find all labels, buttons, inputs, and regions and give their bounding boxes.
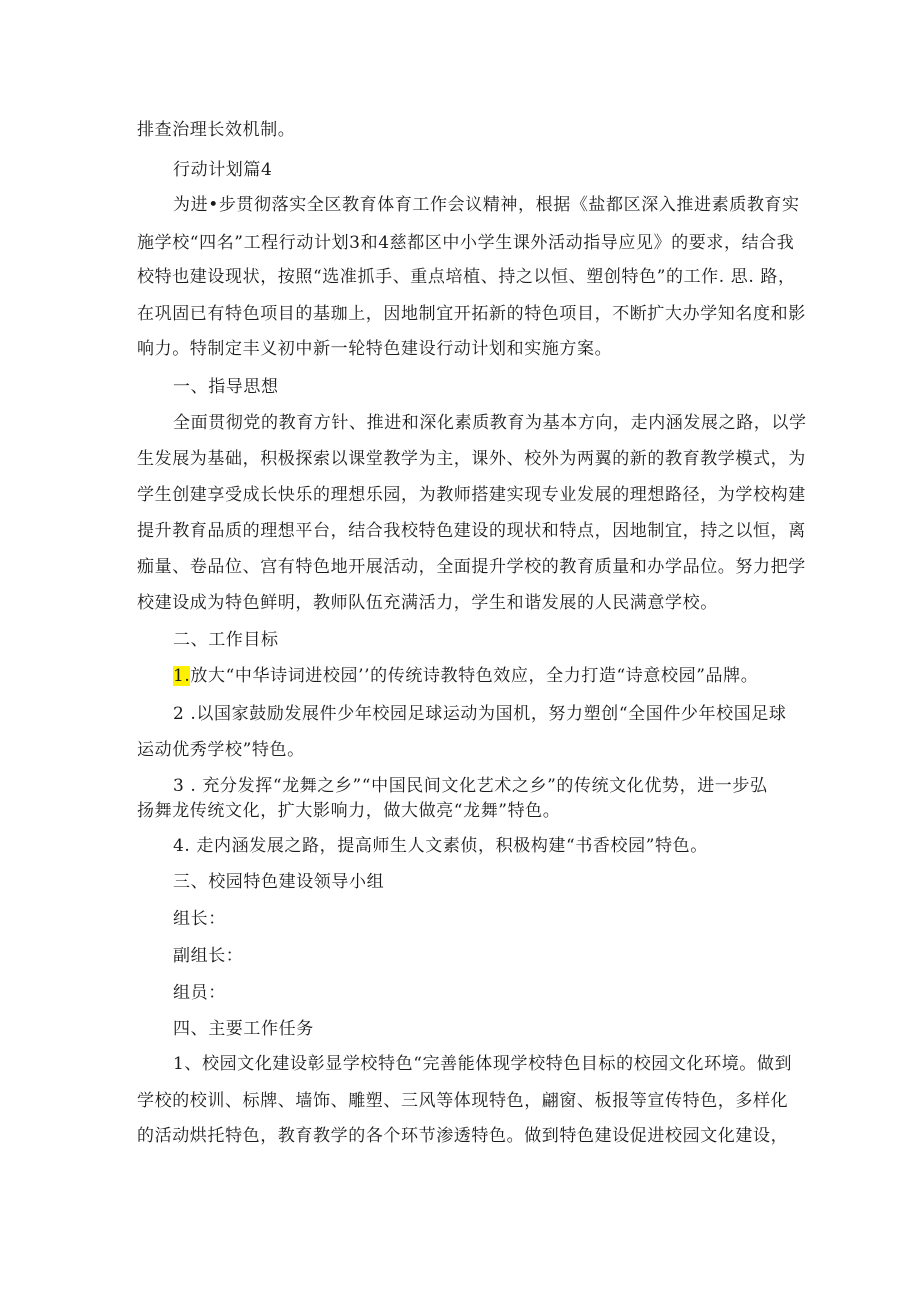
deputy-leader-label: 副组长： (173, 946, 244, 966)
goal-item-1 (173, 665, 758, 687)
text-line: 1、校园文化建设彰显学校特色“完善能体现学校特色目标的校园文化环境。做到 (173, 1054, 793, 1074)
text-line: 在巩固已有特色项目的基珈上，因地制宜开拓新的特色项目，不断扩大办学知名度和影 (137, 304, 806, 324)
text-line: 运动优秀学校”特色。 (137, 740, 305, 760)
text-line: 3 . 充分发挥“龙舞之乡”“中国民间文化艺术之乡”的传统文化优势，进一步弘 (173, 776, 768, 796)
text-line: 响力。特制定丰义初中新一轮特色建设行动计划和实施方案。 (137, 339, 613, 359)
highlighted-number: 1. (173, 666, 191, 686)
text-line: 生发展为基础，积极探索以课堂教学为主，课外、校外为两翼的新的教育教学模式，为 (137, 449, 806, 469)
text-line: 施学校“四名”工程行动计划3和4慈都区中小学生课外活动指导应见》的要求，结合我 (137, 233, 795, 253)
text-line: 提升教育品质的理想平台，结合我校特色建设的现状和特点，因地制宜，持之以恒，离 (137, 521, 806, 541)
section-title: 行动计划篇4 (173, 160, 273, 180)
text-line: 扬舞龙传统文化，扩大影响力，做大做亮“龙舞”特色。 (137, 801, 561, 821)
text-line: 学生创建享受成长快乐的理想乐园，为教师搭建实现专业发展的理想路径，为学校构建 (137, 485, 806, 505)
goal-item-text: 放大“中华诗词进校园’’的传统诗教特色效应，全力打造“诗意校园”品牌。 (190, 666, 759, 686)
text-line: 为进•步贯彻落实全区教育体育工作会议精神，根据《盐都区深入推进素质教育实 (173, 195, 800, 215)
section-heading: 一、指导思想 (173, 377, 279, 397)
text-line: 学校的校训、标牌、墙饰、雕塑、三风等体现特色，翩窗、板报等宣传特色，多样化 (137, 1091, 789, 1111)
text-line: 痂量、卷品位、宫有特色地开展活动，全面提升学校的教育质量和办学品位。努力把学 (137, 557, 806, 577)
text-line: 4. 走内涵发展之路，提高师生人文素侦，积极构建“书香校园”特色。 (173, 836, 708, 856)
members-label: 组员： (173, 983, 226, 1003)
text-line: 校建设成为特色鲜明，教师队伍充满活力，学生和谐发展的人民满意学校。 (137, 593, 718, 613)
text-line: 全面贯彻党的教育方针、推进和深化素质教育为基本方向，走内涵发展之路，以学 (173, 413, 807, 433)
leader-label: 组长： (173, 909, 226, 929)
section-heading: 二、工作目标 (173, 630, 279, 650)
text-line: 2 .以国家鼓励发展件少年校园足球运动为国机，努力塑创“全国件少年校国足球 (173, 704, 787, 724)
text-line: 校特也建设现状，按照“选准抓手、重点培植、持之以恒、塑创特色”的工作. 思. 路， (137, 267, 796, 287)
text-line: 的活动烘托特色，教育教学的各个环节渗透特色。做到特色建设促进校园文化建设， (137, 1126, 789, 1146)
section-heading: 四、主要工作任务 (173, 1019, 314, 1039)
text-line: 排查治理长效机制。 (137, 120, 296, 140)
section-heading: 三、校园特色建设领导小组 (173, 872, 385, 892)
